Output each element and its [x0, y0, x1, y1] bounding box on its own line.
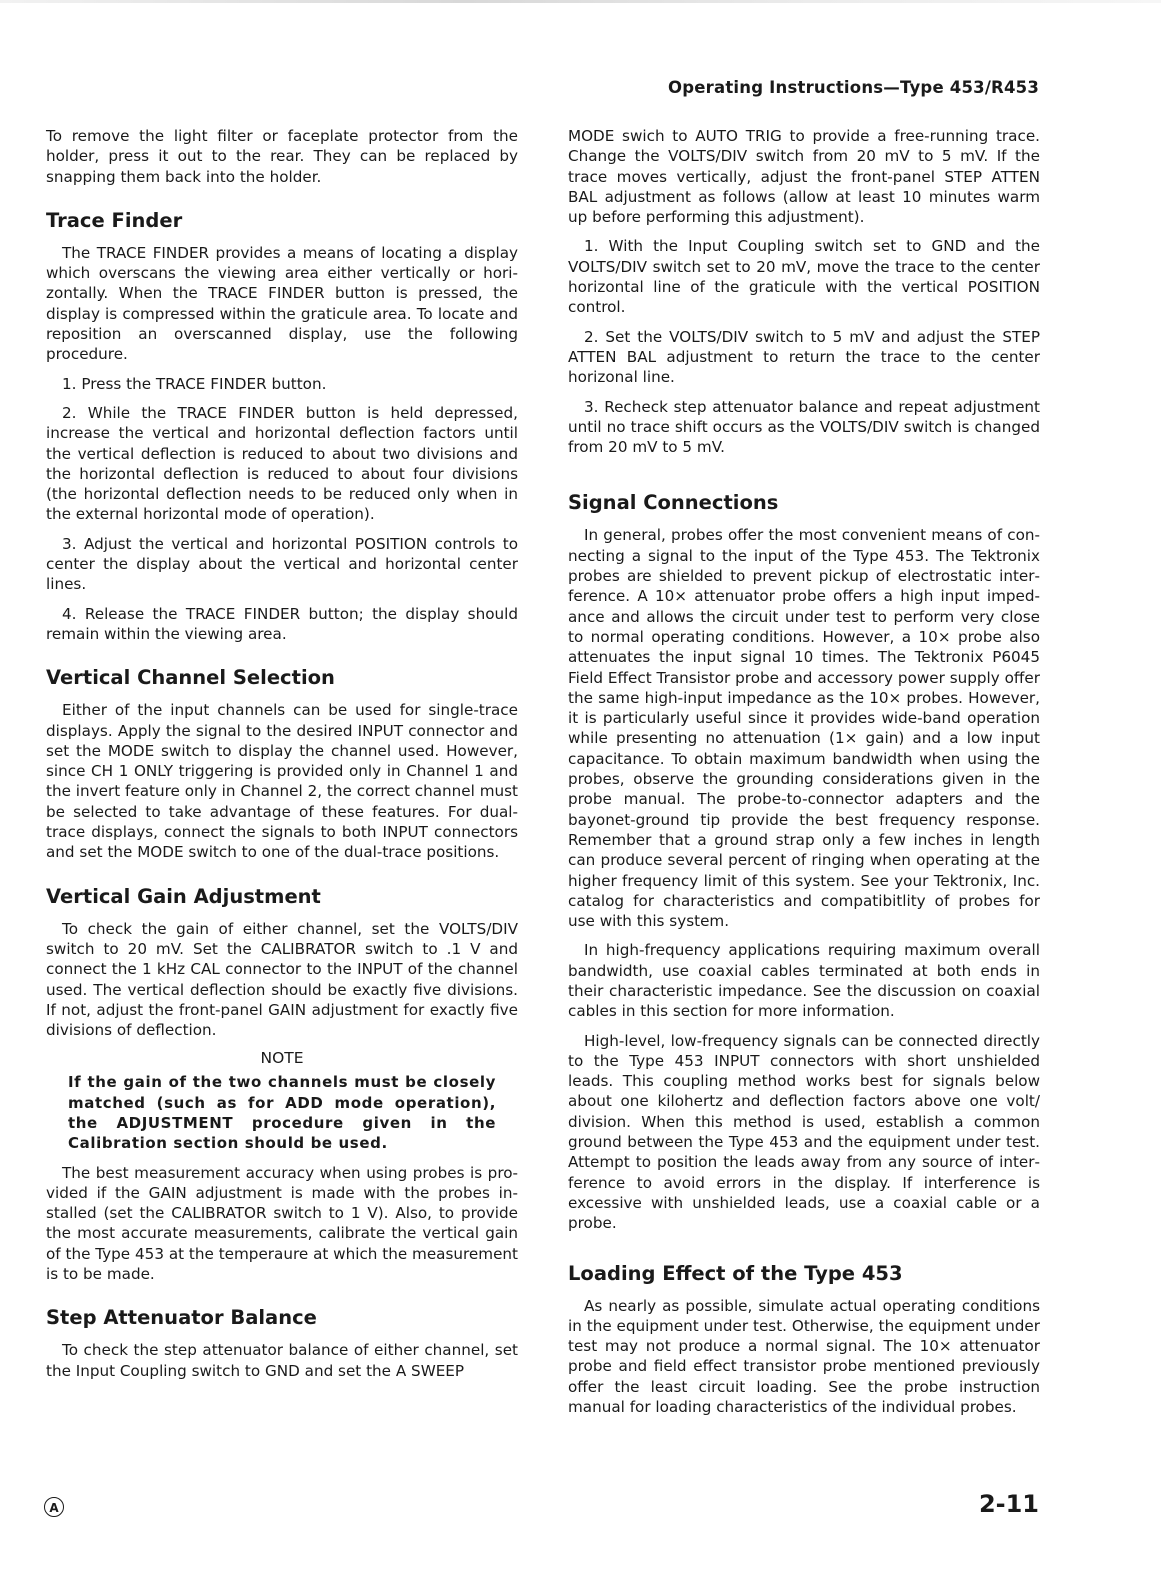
left-column — [46, 126, 518, 1390]
paragraph: In general, probes offer the most convenient means of connecting a signal to the input of the Type 453. The Tektronix probes are shielded to prevent pickup of electrostatic interference. A 10× attenuator probe offers a high input impedance and allows the circuit under test to perform very close to normal operating conditions. However, a 10× probe also attenuates the input signal 10 times. The Tektronix P6045 Field Effect Transistor probe and accessory power supply offer the same high-input impedance as the 10× probes. However, it is particularly useful since it provides wide-band operation while presenting no attenuation (1× gain) and a low input capacitance. To obtain maximum bandwidth when using the probes, observe the grounding considerations given in the probe manual. The probe-to-connector adapters and the bayonet-ground tip provide the best frequency response. Remember that a ground strap only a few inches in length can produce several percent of ringing when operating at the higher frequency limit of this system. See your Tektronix, Inc. catalog for characteristics and compatibitlity of probes for use with this system. — [568, 526, 1040, 931]
revision-mark-icon: A — [44, 1497, 64, 1517]
section-heading-signal-connections: Signal Connections — [568, 491, 779, 515]
paragraph: High-level, low-frequency signals can be connected directly to the Type 453 INPUT connectors with short unshielded leads. This coupling method works best for signals below about one kilohertz and deflection factors above one volt/ division. When this method is used, establish a common ground between the Type 453 and the equipment under test. Attempt to position the leads away from any source of interference to avoid errors in the display. If interference is excessive with unshielded leads, use a coaxial cable or a probe. — [568, 1031, 1040, 1233]
paragraph: The best measurement accuracy when using probes is provided if the GAIN adjustment is made with the probes installed (set the CALIBRATOR switch to 1 V). Also, to provide the most accurate measurements, calibrate the vertical gain of the Type 453 at the temperaure at which the measurement is to be made. — [46, 1163, 518, 1284]
step-item: 2. Set the VOLTS/DIV switch to 5 mV and adjust the STEP ATTEN BAL adjustment to return the trace to the center horizonal line. — [568, 327, 1040, 387]
step-item: 3. Recheck step attenuator balance and repeat adjustment until no trace shift occurs as the VOLTS/DIV switch is changed from 20 mV to 5 mV. — [568, 397, 1040, 457]
paragraph: As nearly as possible, simulate actual operating conditions in the equipment under test. Otherwise, the equipment under test may not produce a normal signal. The 10× attenuator probe and field effect transistor probe mentioned previously offer the least circuit loading. See the probe instruction manual for loading characteristics of the individual probes. — [568, 1296, 1040, 1417]
section-heading-step-attenuator-balance: Step Attenuator Balance — [46, 1306, 317, 1330]
running-header: Operating Instructions—Type 453/R453 — [668, 78, 1039, 97]
paragraph: To check the step attenuator balance of either channel, set the Input Coupling switch to GND and set the A SWEEP — [46, 1341, 518, 1380]
section-heading-vertical-gain-adjustment: Vertical Gain Adjustment — [46, 884, 321, 908]
section-heading-trace-finder: Trace Finder — [46, 208, 183, 232]
paragraph: Either of the input channels can be used for single-trace displays. Apply the signal to the desired INPUT connector and set the MODE switch to display the channel used. However, since CH 1 ONLY triggering is provided only in Channel 1 and the invert feature only in Channel 2, the correct channel must be selected to take advantage of these features. For dual-trace displays, connect the signals to both INPUT connectors and set the MODE switch to one of the dual-trace positions. — [46, 701, 518, 862]
page-number: 2-11 — [978, 1490, 1039, 1518]
section-heading-loading-effect: Loading Effect of the Type 453 — [568, 1261, 903, 1285]
step-item: 2. While the TRACE FINDER button is held depressed, increase the vertical and horizontal deflection factors until the vertical deflection is reduced to about two divisions and the horizontal deflection is reduced to about four divisions (the horizontal deflection needs to be reduced only when in the external horizontal mode of operation). — [46, 403, 518, 524]
step-item: 3. Adjust the vertical and horizontal POSITION controls to center the display about the vertical and horizontal center lines. — [46, 534, 518, 594]
section-heading-vertical-channel-selection: Vertical Channel Selection — [46, 666, 335, 690]
step-item: 1. With the Input Coupling switch set to GND and the VOLTS/DIV switch set to 20 mV, move the trace to the center horizontal line of the graticule with the vertical POSITION control. — [568, 237, 1040, 317]
intro-paragraph: To remove the light filter or faceplate protector from the holder, press it out to the rear. They can be replaced by snapping them back into the holder. — [46, 127, 518, 186]
step-item: 1. Press the TRACE FINDER button. — [62, 374, 327, 393]
continuation-paragraph: MODE swich to AUTO TRIG to provide a free-running trace. Change the VOLTS/DIV switch from 20 mV to 5 mV. If the trace moves vertically, adjust the front-panel STEP ATTEN BAL adjustment as follows (allow at least 10 minutes warm up before performing this adjustment). — [568, 127, 1040, 227]
step-item: 4. Release the TRACE FINDER button; the display should remain within the viewing area. — [46, 604, 518, 643]
scan-edge — [0, 0, 1161, 3]
paragraph: To check the gain of either channel, set the VOLTS/DIV switch to 20 mV. Set the CALIBRATOR switch to .1 V and connect the 1 kHz CAL connector to the INPUT of the channel used. The vertical deflection should be exactly five divisions. If not, adjust the front-panel GAIN adjustment for exactly five divisions of deflection. — [46, 919, 518, 1040]
paragraph: In high-frequency applications requiring maximum overall bandwidth, use coaxial cables terminated at both ends in their characteristic impedance. See the discussion on coaxial cables in this section for more information. — [568, 941, 1040, 1021]
paragraph: The TRACE FINDER provides a means of locating a display which overscans the viewing area either vertically or horizontally. When the TRACE FINDER button is pressed, the display is compressed within the graticule area. To locate and reposition an overscanned display, use the following procedure. — [46, 243, 518, 364]
note-title: NOTE — [260, 1049, 304, 1068]
note-body: If the gain of the two channels must be closely matched (such as for ADD mode operation), the ADJUSTMENT procedure given in the Calibration section should be used. — [68, 1073, 496, 1153]
right-column — [568, 126, 1040, 1426]
